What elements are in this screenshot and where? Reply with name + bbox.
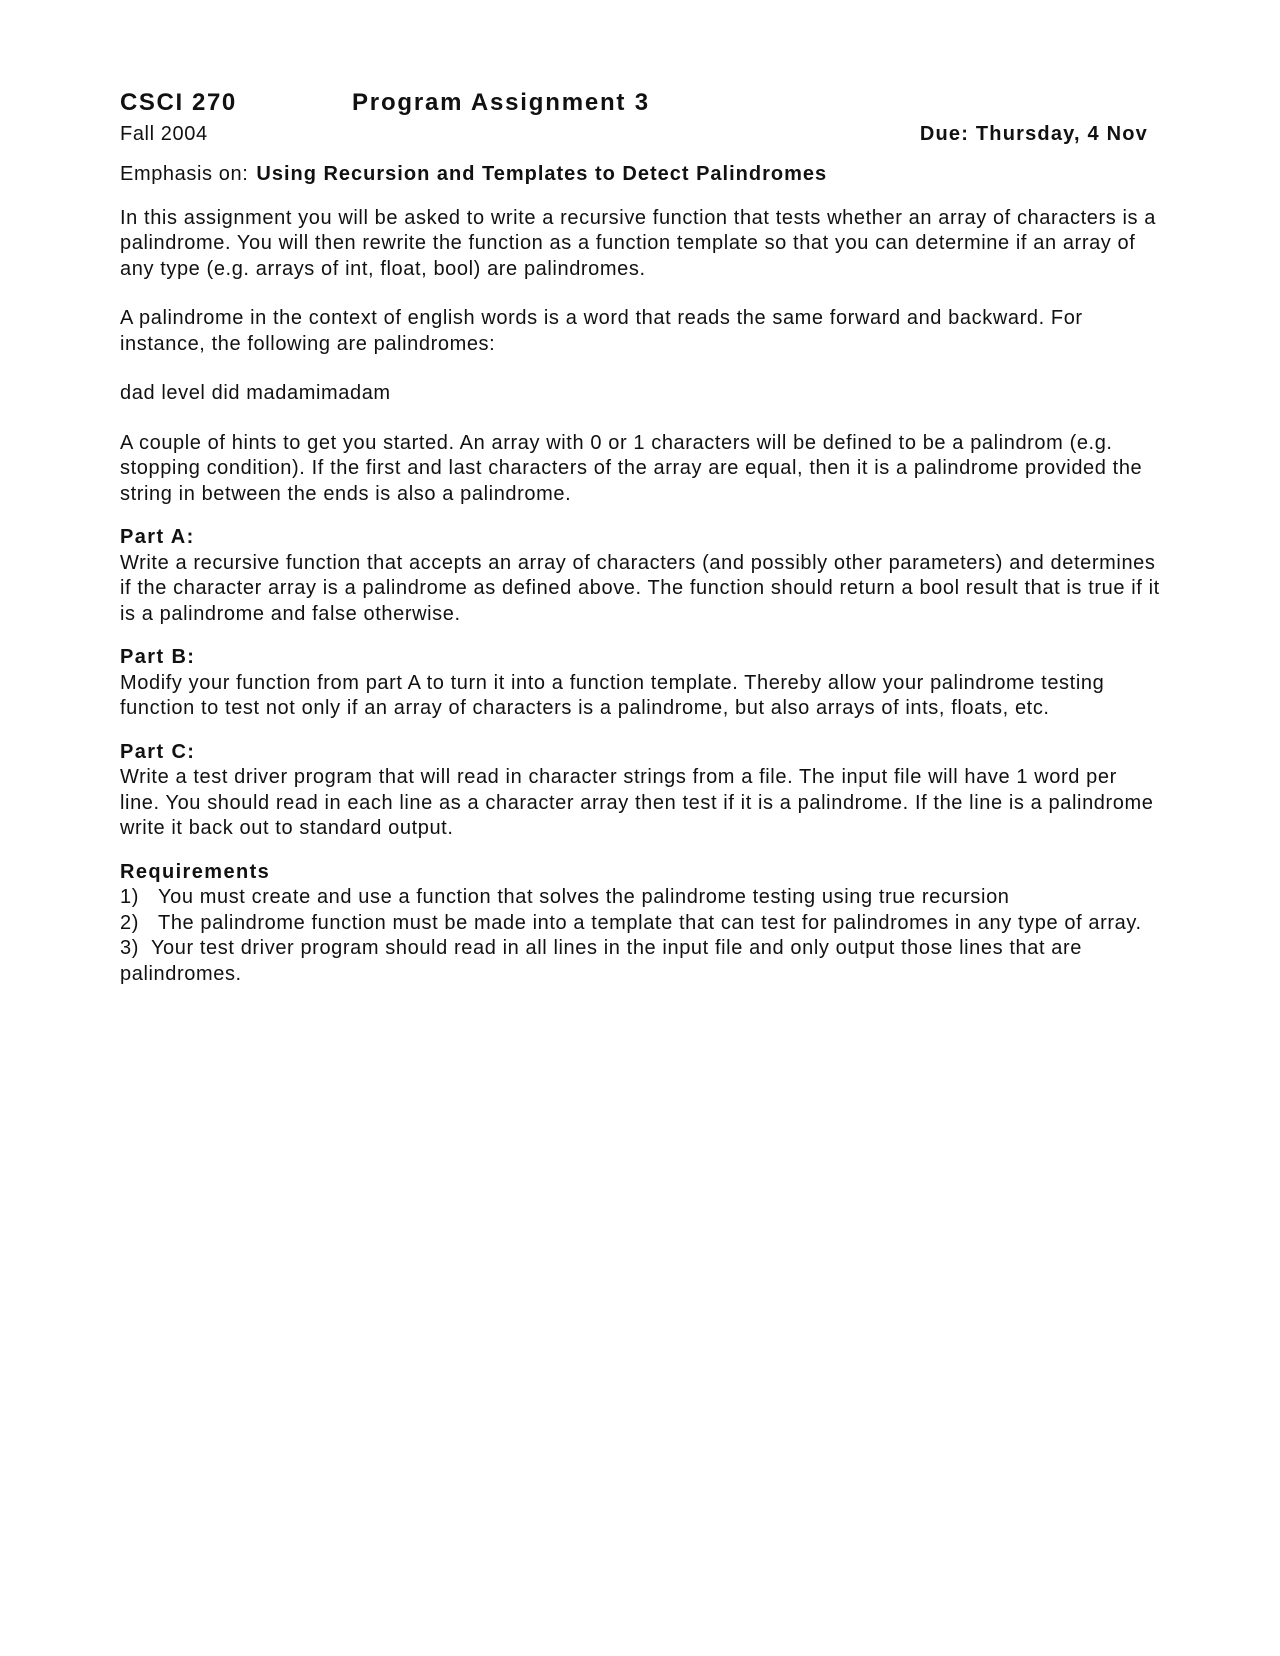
requirement-item <box>120 911 1160 937</box>
requirement-item <box>120 936 1160 987</box>
part-b-section <box>120 645 1160 722</box>
requirement-number: 2) <box>120 911 139 934</box>
part-c-title: Part C: <box>120 740 196 763</box>
requirement-text: Your test driver program should read in all lines in the input file and only output those lines that are palindromes. <box>120 937 1083 985</box>
requirement-number: 1) <box>120 886 139 908</box>
requirement-number: 3) <box>120 937 139 959</box>
part-c-text: Write a test driver program that will read in character strings from a file. The input file will have 1 word per line. You should read in each line as a character array then test if it is a palindrome. If the line is a palindrome write it back out to standard output. <box>120 766 1154 839</box>
definition-paragraph: A palindrome in the context of english words is a word that reads the same forward and backward. For instance, the following are palindromes: <box>120 307 1083 355</box>
hints-paragraph: A couple of hints to get you started. An array with 0 or 1 characters will be defined to be a palindrom (e.g. stopping condition). If the first and last characters of the array are equal, then it is a palindrome provided the string in between the ends is also a palindrome. <box>120 431 1143 505</box>
requirements-title: Requirements <box>120 860 271 883</box>
requirement-text: You must create and use a function that solves the palindrome testing using true recursion <box>158 886 1010 908</box>
part-a-title: Part A: <box>120 526 195 548</box>
part-b-text: Modify your function from part A to turn it into a function template. Thereby allow your palindrome testing function to test not only if an array of characters is a palindrome, but also arrays of ints, floats, etc. <box>120 671 1105 719</box>
term: Fall 2004 <box>120 123 208 145</box>
emphasis-topic: Using Recursion and Templates to Detect Palindromes <box>256 163 828 185</box>
requirement-item <box>120 885 1160 911</box>
part-c-section <box>120 740 1160 842</box>
intro-paragraph: In this assignment you will be asked to write a recursive function that tests whether an array of characters is a palindrome. You will then rewrite the function as a function template so that you can determine if an array of any type (e.g. arrays of int, float, bool) are palindromes. <box>120 206 1157 280</box>
emphasis-line <box>120 162 1160 188</box>
course-code: CSCI 270 <box>120 89 237 116</box>
requirements-list <box>120 885 1160 987</box>
document-header <box>120 88 1160 146</box>
part-a-section <box>120 525 1160 627</box>
assignment-document <box>120 88 1160 987</box>
part-a-text: Write a recursive function that accepts an array of characters (and possibly other parameters) and determines if the character array is a palindrome as defined above. The function should return a bool result that is true if it is a palindrome and false otherwise. <box>120 551 1160 625</box>
emphasis-label: Emphasis on: <box>120 163 249 185</box>
due-date: Due: Thursday, 4 Nov <box>919 123 1148 145</box>
examples-line: dad level did madamimadam <box>120 382 391 404</box>
requirement-text: The palindrome function must be made into a template that can test for palindromes in any type of array. <box>158 911 1142 934</box>
assignment-title: Program Assignment 3 <box>352 89 650 116</box>
requirements-section <box>120 860 1160 988</box>
part-b-title: Part B: <box>120 646 196 668</box>
